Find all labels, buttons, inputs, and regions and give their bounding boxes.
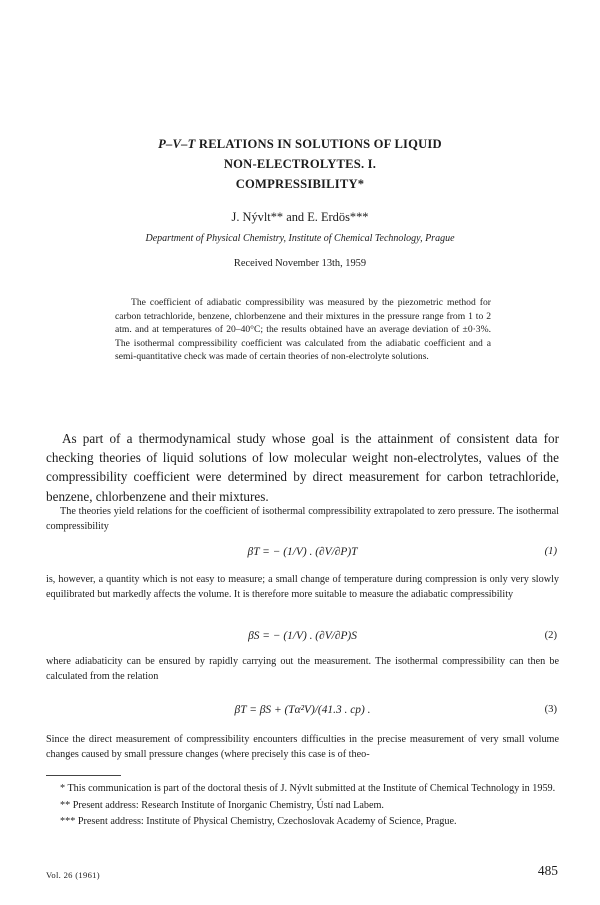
equation-3-number: (3) bbox=[544, 704, 557, 715]
body-paragraph-4: Since the direct measurement of compressibility encounters difficulties in the precise measurement of very small volume changes caused by small pressure changes (where precisely this case is of theo- bbox=[46, 734, 559, 760]
equation-2 bbox=[46, 630, 559, 648]
body-paragraph-3: where adiabaticity can be ensured by rapidly carrying out the measurement. The isothermal compressibility can then be calculated from the relation bbox=[46, 656, 559, 682]
equation-2-formula: βS = − (1/V) . (∂V/∂P)S bbox=[248, 630, 357, 642]
affiliation: Department of Physical Chemistry, Institute of Chemical Technology, Prague bbox=[145, 233, 455, 244]
equation-3 bbox=[46, 704, 559, 722]
intro-paragraph: As part of a thermodynamical study whose goal is the attainment of consistent data for checking theories of liquid solutions of low molecular weight non-electrolytes, values of the compressibility coefficient were determined by direct measurement for carbon tetrachloride, benzene, chlorbenzene and their mixtures. bbox=[46, 431, 559, 504]
footnotes bbox=[46, 782, 559, 832]
footnote-3: *** Present address: Institute of Physical Chemistry, Czechoslovak Academy of Science, Prague. bbox=[60, 816, 457, 828]
paper-title bbox=[60, 134, 540, 194]
title-pvt: P–V–T bbox=[158, 137, 196, 151]
equation-2-number: (2) bbox=[544, 630, 557, 641]
title-line-1 bbox=[60, 134, 540, 154]
title-line-2: NON-ELECTROLYTES. I. bbox=[223, 157, 377, 171]
volume-info: Vol. 26 (1961) bbox=[46, 870, 100, 880]
abstract: The coefficient of adiabatic compressibility was measured by the piezometric method for carbon tetrachloride, benzene, chlorbenzene and their mixtures in the pressure range from 1 to 2 atm. and at temperatures of 20–40°C; the results obtained have an average deviation of ±0·3%. The isothermal compressibility coefficient was calculated from the adiabatic coefficient and a semi-quantitative check was made of certain theories of non-electrolyte solutions. bbox=[115, 297, 491, 363]
body-paragraph-1: The theories yield relations for the coefficient of isothermal compressibility extrapolated to zero pressure. The isothermal compressibility bbox=[46, 506, 559, 532]
title-line-3: COMPRESSIBILITY* bbox=[235, 177, 365, 191]
equation-1-number: (1) bbox=[544, 546, 557, 557]
footnote-1: * This communication is part of the doctoral thesis of J. Nývlt submitted at the Institute of Chemical Technology in 1959. bbox=[60, 783, 556, 794]
equation-3-formula: βT = βS + (Tα²V)/(41.3 . cp) . bbox=[234, 704, 371, 716]
equation-1-formula: βT = − (1/V) . (∂V/∂P)T bbox=[247, 546, 358, 558]
footnote-2: ** Present address: Research Institute of Inorganic Chemistry, Ústí nad Labem. bbox=[60, 799, 384, 811]
authors: J. Nývlt** and E. Erdös*** bbox=[231, 210, 369, 224]
title-line-1-rest: RELATIONS IN SOLUTIONS OF LIQUID bbox=[195, 137, 442, 151]
footnote-divider bbox=[46, 775, 121, 776]
page-number: 485 bbox=[537, 863, 558, 878]
equation-1 bbox=[46, 546, 559, 564]
body-paragraph-2: is, however, a quantity which is not easy to measure; a small change of temperature during compression is only very slowly equilibrated but markedly affects the volume. It is therefore more suitable to measure the adiabatic compressibility bbox=[46, 574, 559, 600]
received-date: Received November 13th, 1959 bbox=[233, 258, 367, 269]
